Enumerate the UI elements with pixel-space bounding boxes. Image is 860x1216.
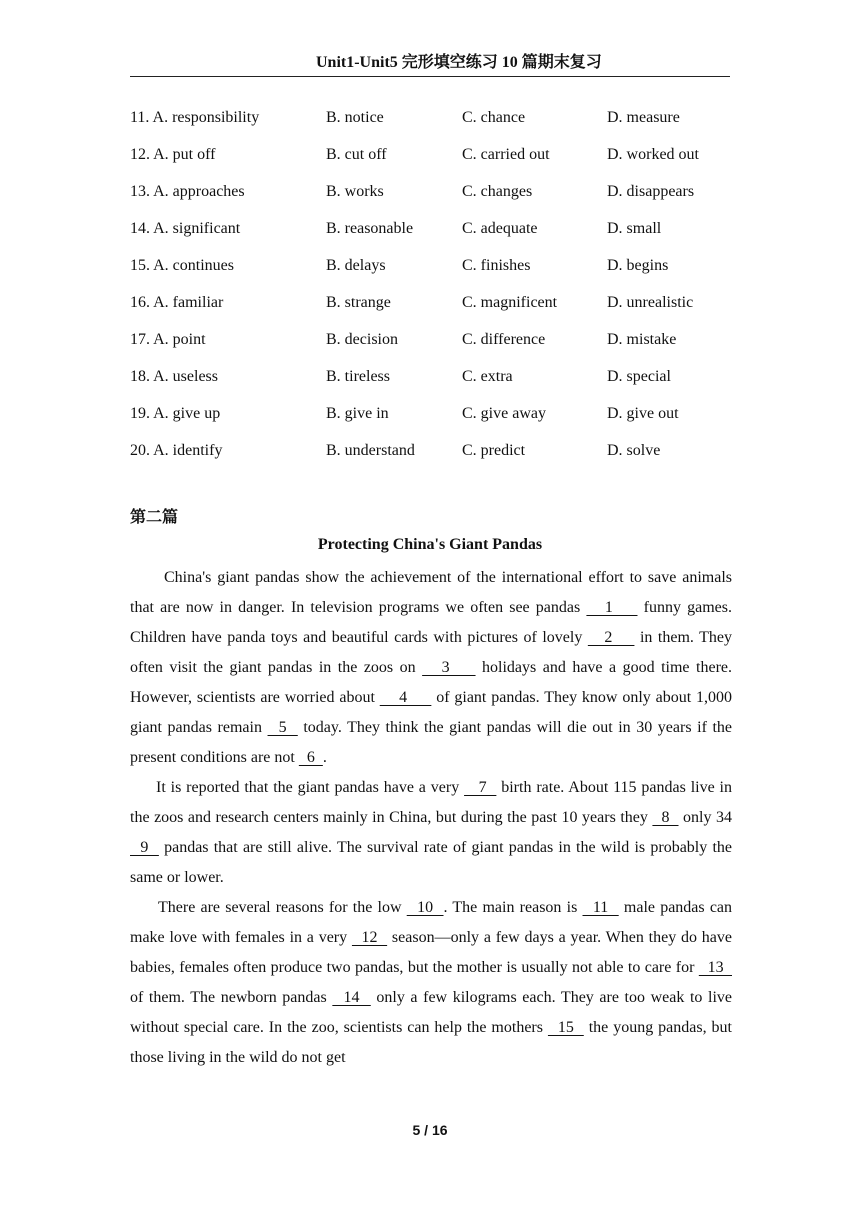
passage-text: birth rate. About 115 pandas live in the zoos and research centers mainly in China, but during the past 10 years they bbox=[130, 779, 732, 826]
blank-number: 15 bbox=[547, 1019, 584, 1036]
blank-number: 14 bbox=[332, 989, 371, 1006]
option-row bbox=[130, 213, 730, 250]
option-b: B. give in bbox=[326, 405, 389, 422]
blank-number: 7 bbox=[464, 779, 497, 796]
option-c: C. changes bbox=[462, 183, 533, 200]
passage-text: pandas that are still alive. The survival rate of giant pandas in the wild is probably the same or lower. bbox=[130, 839, 733, 886]
option-b: B. understand bbox=[326, 442, 415, 459]
blank-number: 13 bbox=[698, 959, 732, 976]
option-a: 13. A. approaches bbox=[130, 183, 245, 200]
option-b: B. reasonable bbox=[326, 220, 414, 237]
option-a: 14. A. significant bbox=[130, 220, 241, 237]
passage-text: . The main reason is bbox=[443, 899, 583, 916]
option-row bbox=[130, 139, 730, 176]
option-b: B. tireless bbox=[326, 368, 390, 385]
passage-text: of giant pandas. They know only about 1,000 giant pandas remain bbox=[130, 689, 733, 736]
option-a: 18. A. useless bbox=[130, 368, 218, 385]
blank-number: 1 bbox=[586, 599, 638, 616]
option-c: C. predict bbox=[462, 442, 526, 459]
option-d: D. solve bbox=[607, 442, 661, 459]
option-c: C. difference bbox=[462, 331, 546, 348]
blank-number: 8 bbox=[652, 809, 679, 826]
option-d: D. mistake bbox=[607, 331, 677, 348]
blank-number: 11 bbox=[582, 899, 619, 916]
answer-options bbox=[130, 102, 730, 472]
passage-text: There are several reasons for the low bbox=[158, 899, 407, 916]
option-b: B. cut off bbox=[326, 146, 387, 163]
passage-body bbox=[130, 563, 732, 1073]
passage-text: only a few kilograms each. They are too weak to live without special care. In the zoo, scientists can help the mothers bbox=[130, 989, 732, 1036]
passage-text: today. They think the giant pandas will die out in 30 years if the present conditions are not bbox=[130, 719, 733, 766]
passage-text: in them. They often visit the giant pandas in the zoos on bbox=[130, 629, 732, 676]
passage-text: It is reported that the giant pandas have a very bbox=[156, 779, 465, 796]
option-a: 16. A. familiar bbox=[130, 294, 224, 311]
passage-text: of them. The newborn pandas bbox=[130, 989, 333, 1006]
option-c: C. give away bbox=[462, 405, 546, 422]
blank-number: 12 bbox=[351, 929, 388, 946]
option-b: B. decision bbox=[326, 331, 398, 348]
option-b: B. notice bbox=[326, 109, 384, 126]
option-a: 11. A. responsibility bbox=[130, 109, 260, 126]
blank-number: 6 bbox=[298, 749, 323, 766]
option-b: B. delays bbox=[326, 257, 386, 274]
option-d: D. disappears bbox=[607, 183, 695, 200]
passage-text: funny games. Children have panda toys and beautiful cards with pictures of lovely bbox=[130, 599, 733, 646]
passage-text: season—only a few days a year. When they do have babies, females often produce two pandas, but the mother is usually not able to care for bbox=[130, 929, 733, 976]
option-a: 12. A. put off bbox=[130, 146, 216, 163]
blank-number: 3 bbox=[422, 659, 476, 676]
passage-text: male pandas can make love with females in a very bbox=[130, 899, 733, 946]
option-row bbox=[130, 398, 730, 435]
blank-number: 4 bbox=[379, 689, 432, 706]
option-row bbox=[130, 287, 730, 324]
option-d: D. special bbox=[607, 368, 671, 385]
option-a: 19. A. give up bbox=[130, 405, 221, 422]
header-title: Unit1-Unit5 完形填空练习 10 篇期末复习 bbox=[316, 54, 602, 71]
section-label: 第二篇 bbox=[130, 509, 179, 526]
option-d: D. measure bbox=[607, 109, 680, 126]
option-b: B. works bbox=[326, 183, 384, 200]
option-c: C. magnificent bbox=[462, 294, 558, 311]
passage-text: . bbox=[322, 749, 327, 766]
option-c: C. adequate bbox=[462, 220, 538, 237]
option-c: C. finishes bbox=[462, 257, 531, 274]
option-d: D. worked out bbox=[607, 146, 699, 163]
option-d: D. unrealistic bbox=[607, 294, 694, 311]
option-d: D. begins bbox=[607, 257, 669, 274]
passage-paragraph bbox=[130, 563, 732, 773]
blank-number: 10 bbox=[406, 899, 444, 916]
blank-number: 9 bbox=[130, 839, 159, 856]
option-c: C. chance bbox=[462, 109, 526, 126]
passage-text: holidays and have a good time there. However, scientists are worried about bbox=[130, 659, 733, 706]
option-row bbox=[130, 361, 730, 398]
passage-paragraph bbox=[130, 773, 732, 893]
option-d: D. give out bbox=[607, 405, 679, 422]
page-header bbox=[130, 50, 730, 77]
option-row bbox=[130, 250, 730, 287]
option-a: 15. A. continues bbox=[130, 257, 234, 274]
option-row bbox=[130, 324, 730, 361]
option-b: B. strange bbox=[326, 294, 391, 311]
blank-number: 5 bbox=[267, 719, 298, 736]
option-a: 20. A. identify bbox=[130, 442, 223, 459]
page-number: 5 / 16 bbox=[412, 1122, 448, 1138]
passage-text: China's giant pandas show the achievement of the international effort to save animals that are now in danger. In television programs we often see pandas bbox=[130, 569, 732, 616]
option-row bbox=[130, 102, 730, 139]
option-c: C. extra bbox=[462, 368, 513, 385]
passage-text: the young pandas, but those living in the wild do not get bbox=[130, 1019, 733, 1066]
option-d: D. small bbox=[607, 220, 662, 237]
option-row bbox=[130, 176, 730, 213]
option-c: C. carried out bbox=[462, 146, 550, 163]
passage-title: Protecting China's Giant Pandas bbox=[317, 536, 543, 553]
passage-paragraph bbox=[130, 893, 732, 1073]
option-row bbox=[130, 435, 730, 472]
blank-number: 2 bbox=[587, 629, 635, 646]
passage-text: only 34 bbox=[678, 809, 733, 826]
option-a: 17. A. point bbox=[130, 331, 206, 348]
